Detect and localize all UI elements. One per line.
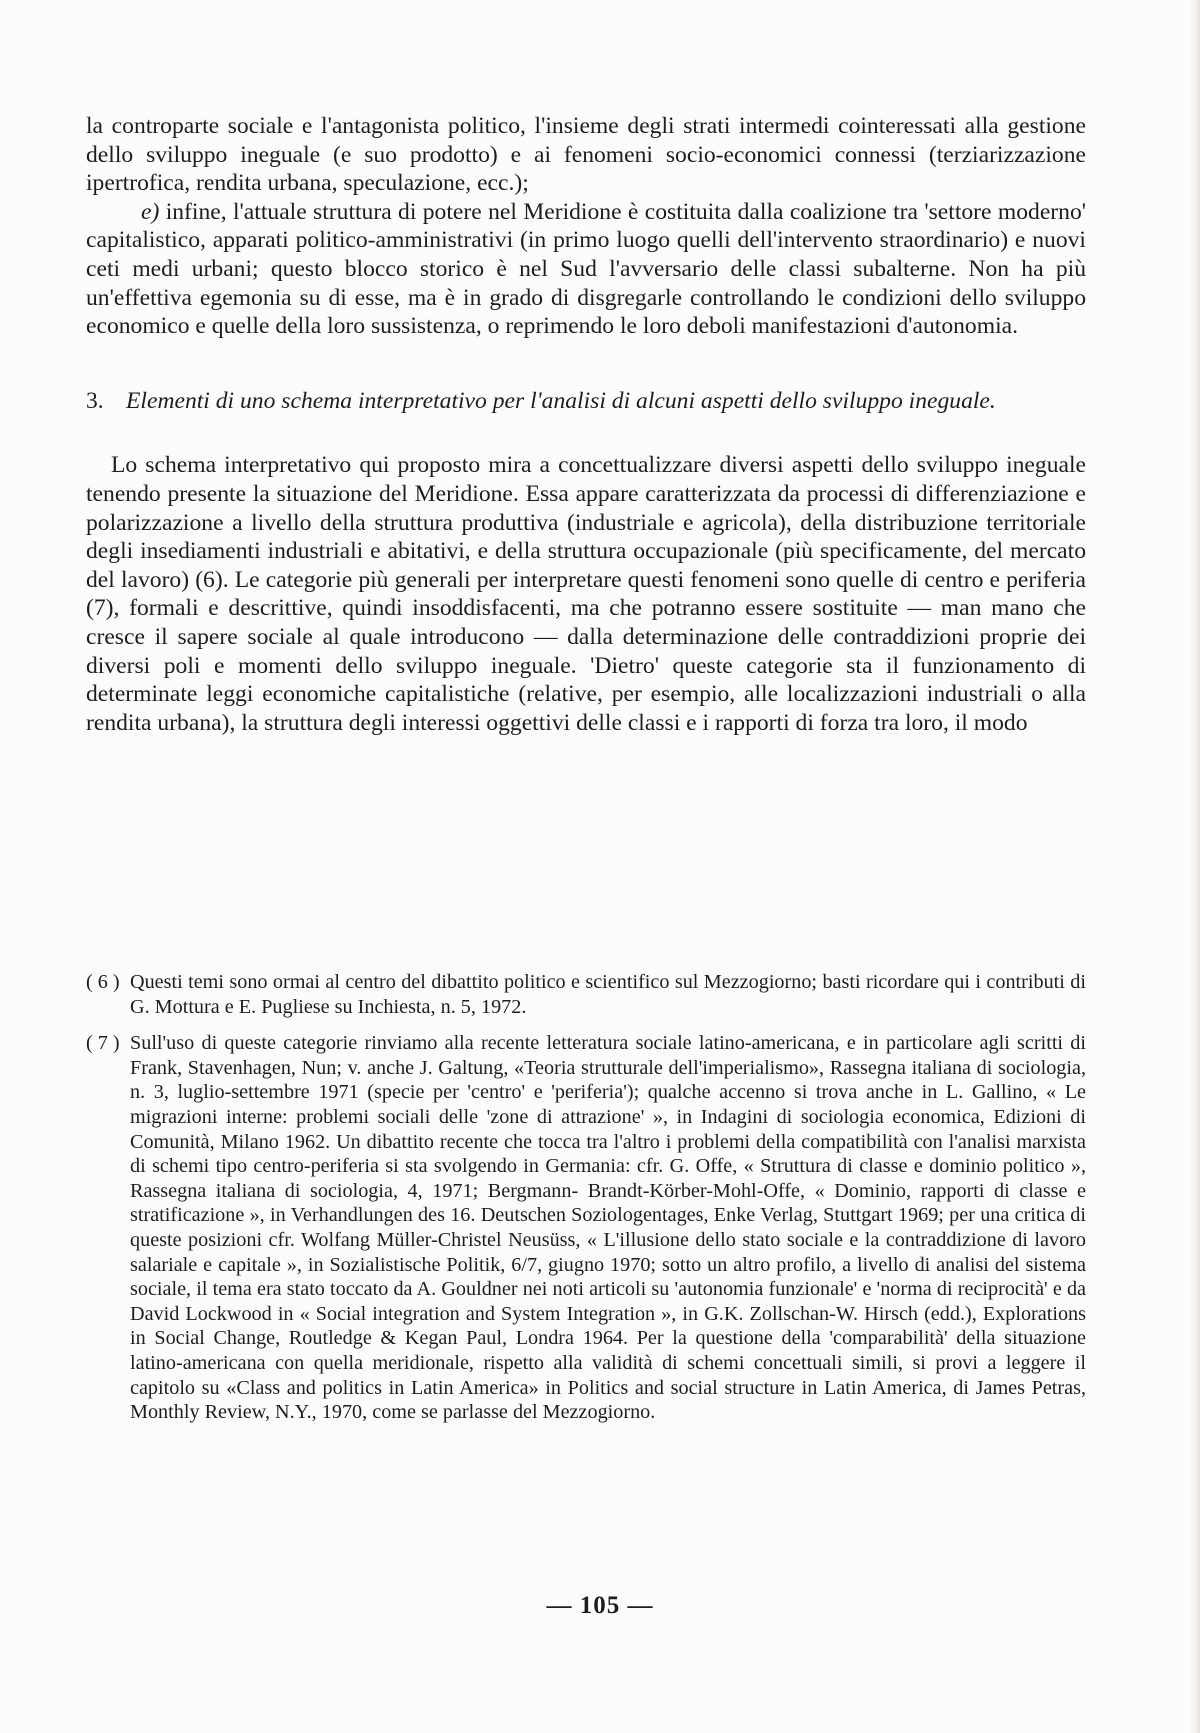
point-e-text: infine, l'attuale struttura di potere nel Meridione è costituita dalla coalizione tra 'settore moderno' capitalistico, apparati politico-amministrativi (in primo luogo quelli dell'intervento straordinario) e nuovi ceti medi urbani; questo blocco storico è nel Sud l'avversario delle classi subalterne. Non ha più un'effettiva egemonia su di esse, ma è in grado di disgregarle controllando le condizioni dello sviluppo economico e quelle della loro sussistenza, o reprimendo le loro deboli manifestazioni d'autonomia. (86, 198, 1086, 340)
page-number: — 105 — (546, 1592, 654, 1619)
footnote-text: Questi temi sono ormai al centro del dibattito politico e scientifico sul Mezzogiorno; basti ricordare qui i contributi di G. Mottura e E. Pugliese su Inchiesta, n. 5, 1972. (130, 971, 1086, 1018)
footnote-6 (86, 970, 1086, 1019)
footnote-number: ( 7 ) (86, 1032, 120, 1055)
paragraph-point-e (86, 198, 1086, 341)
main-text (86, 112, 1086, 737)
paragraph-point-c: la controparte sociale e l'antagonista politico, l'insieme degli strati intermedi cointeressati alla gestione dello sviluppo ineguale (e suo prodotto) e ai fenomeni socio-economici connessi (terziarizzazione ipertrofica, rendita urbana, speculazione, ecc.); (86, 113, 1086, 197)
footnote-text: Sull'uso di queste categorie rinviamo alla recente letteratura sociale latino-americana, e in particolare agli scritti di Frank, Stavenhagen, Nun; v. anche J. Galtung, «Teoria strutturale dell'imperialismo», Rassegna italiana di sociologia, n. 3, luglio-settembre 1971 (specie per 'centro' e 'periferia'); qualche accenno si trova anche in L. Gallino, « Le migrazioni interne: problemi sociali delle 'zone di attrazione' », in Indagini di sociologia economica, Edizioni di Comunità, Milano 1962. Un dibattito recente che tocca tra l'altro i problemi della compatibilità con l'analisi marxista di schemi tipo centro-periferia si sta svolgendo in Germania: cfr. G. Offe, « Struttura di classe e dominio politico », Rassegna italiana di sociologia, 4, 1971; Bergmann- Brandt-Körber-Mohl-Offe, « Dominio, rapporti di classe e stratificazione », in Verhandlungen des 16. Deutschen Soziologentages, Enke Verlag, Stuttgart 1969; per una critica di queste posizioni cfr. Wolfang Müller-Christel Neusüss, « L'illusione dello stato sociale e la contraddizione di lavoro salariale e capitale », in Sozialistische Politik, 6/7, giugno 1970; sotto un altro profilo, a livello di analisi del sistema sociale, il tema era stato toccato da A. Gouldner nei noti articoli su 'autonomia funzionale' e 'norma di reciprocità' e da David Lockwood in « Social integration and System Integration », in G.K. Zollschan-W. Hirsch (edd.), Explorations in Social Change, Routledge & Kegan Paul, Londra 1964. Per la questione della 'comparabilità' della situazione latino-americana con quella meridionale, rispetto alla validità di schemi concettuali simili, si provi a leggere il capitolo su «Class and politics in Latin America» in Politics and social structure in Latin America, di James Petras, Monthly Review, N.Y., 1970, come se parlasse del Mezzogiorno. (130, 1032, 1086, 1424)
footnotes (86, 970, 1086, 1437)
page-edge-shadow (1186, 0, 1200, 1733)
section-heading (86, 387, 1086, 416)
footnote-7 (86, 1031, 1086, 1425)
paragraph-main: Lo schema interpretativo qui proposto mira a concettualizzare diversi aspetti dello sviluppo ineguale tenendo presente la situazione del Meridione. Essa appare caratterizzata da processi di differenziazione e polarizzazione a livello della struttura produttiva (industriale e agricola), della distribuzione territoriale degli insediamenti industriali e abitativi, e della struttura occupazionale (più specificamente, del mercato del lavoro) (6). Le categorie più generali per interpretare questi fenomeni sono quelle di centro e periferia (7), formali e descrittive, quindi insoddisfacenti, ma che potranno essere sostituite — man mano che cresce il sapere sociale al quale introducono — dalla determinazione delle contraddizioni proprie dei diversi poli e momenti dello sviluppo ineguale. 'Dietro' queste categorie sta il funzionamento di determinate leggi economiche capitalistiche (relative, per esempio, alle localizzazioni industriali o alla rendita urbana), la struttura degli interessi oggettivi delle classi e i rapporti di forza tra loro, il modo (86, 452, 1086, 736)
point-e-label: e) (141, 198, 160, 225)
section-number: 3. (86, 387, 104, 414)
footnote-number: ( 6 ) (86, 971, 120, 993)
section-title: Elementi di uno schema interpretativo per l'analisi di alcuni aspetti dello sviluppo ineguale. (126, 387, 996, 414)
